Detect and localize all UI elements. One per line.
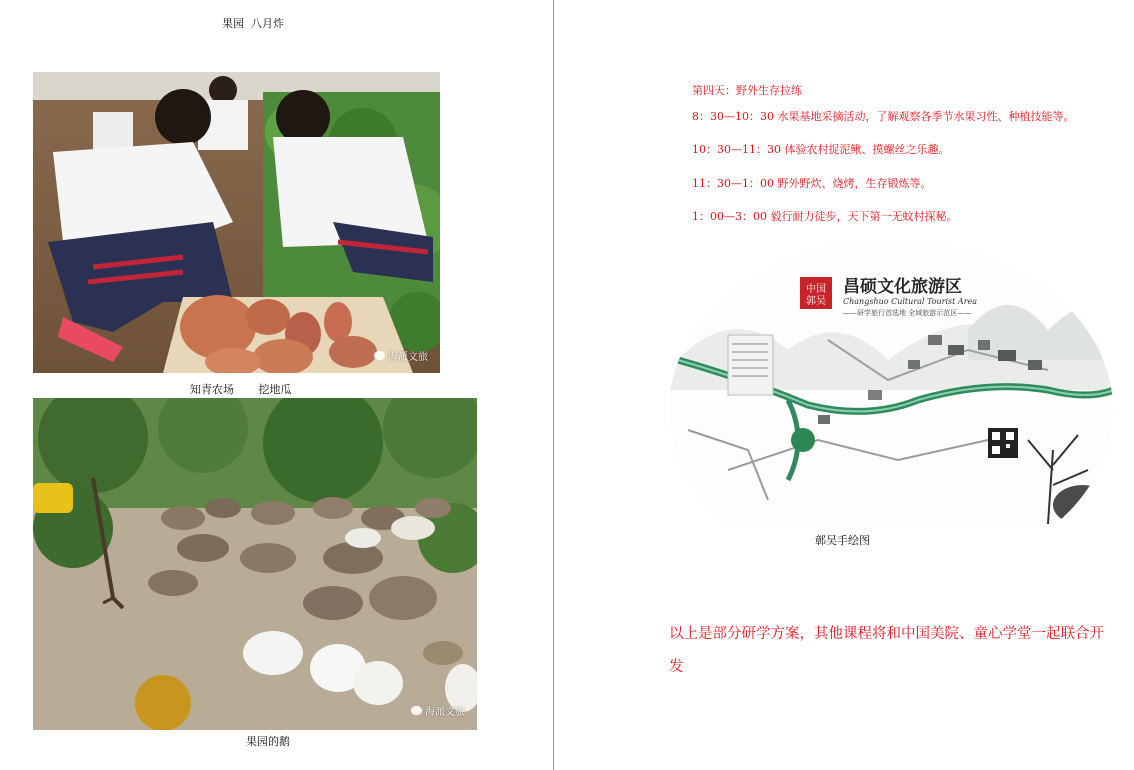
- photo-digging-sweet-potatoes: [33, 72, 440, 373]
- wechat-icon: [411, 706, 422, 715]
- schedule-item: 8：30—10：30 水果基地采摘活动，了解观察各季节水果习性、种植技能等。: [692, 110, 1075, 123]
- photo2-caption: 果园的鹅: [246, 735, 290, 748]
- map-title-en: Changshuo Cultural Tourist Area: [843, 297, 978, 306]
- map-subtitle: ——研学旅行首选地 全域旅游示范区——: [843, 309, 972, 317]
- map-title-cn: 昌硕文化旅游区: [843, 277, 962, 297]
- map-seal-text: 中国: [806, 284, 826, 295]
- map-caption: 鄣吴手绘图: [815, 534, 870, 547]
- conclusion-paragraph: 以上是部分研学方案，其他课程将和中国美院、童心学堂一起联合开发: [669, 626, 1104, 675]
- watermark-photo1: 海派文旅: [374, 348, 428, 363]
- map-seal-text: 郭吴: [806, 296, 826, 307]
- schedule-item: 11：30—1：00 野外野炊、烧烤，生存锻炼等。: [692, 177, 932, 190]
- wechat-icon: [374, 351, 385, 360]
- left-page: [0, 0, 553, 770]
- hand-drawn-map: [668, 240, 1114, 524]
- schedule-title: 第四天：野外生存拉练: [692, 84, 802, 97]
- schedule-item: 1：00—3：00 毅行耐力徒步，天下第一无蚊村探秘。: [692, 210, 958, 223]
- page-divider: [553, 0, 554, 770]
- schedule-item: 10：30—11：30 体验农村捉泥鳅、摸螺丝之乐趣。: [692, 143, 950, 156]
- orchard-caption: 果园 八月炸: [222, 17, 284, 30]
- photo-orchard-geese: [33, 398, 477, 730]
- watermark-photo2: 海派文旅: [411, 703, 465, 718]
- photo1-caption: 知青农场 挖地瓜: [190, 383, 292, 396]
